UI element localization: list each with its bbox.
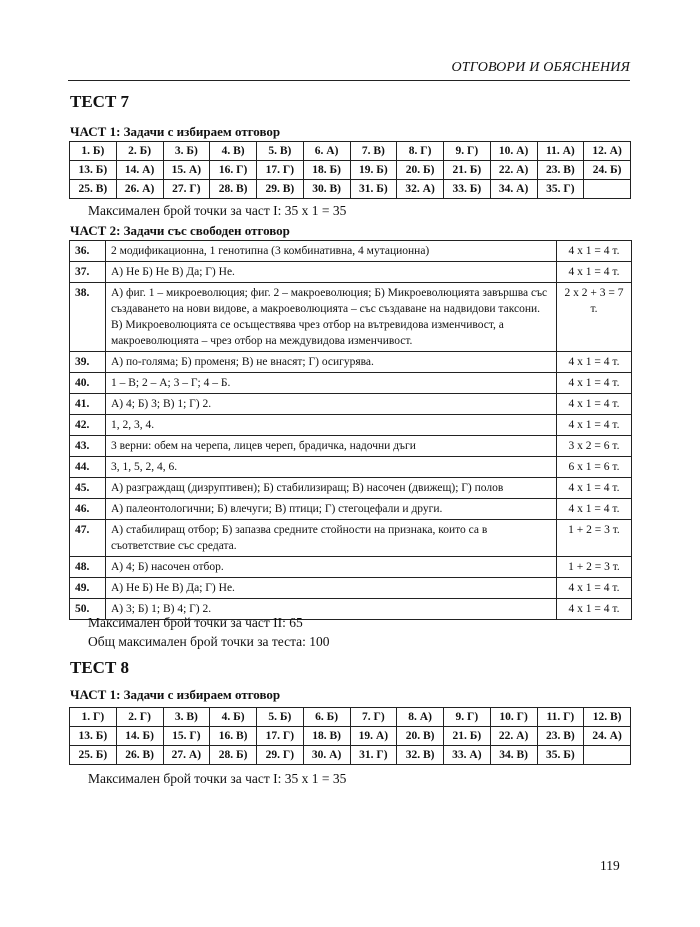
answer-cell: 30. В) bbox=[303, 180, 350, 199]
answer-row bbox=[70, 499, 632, 520]
answer-row bbox=[70, 557, 632, 578]
grid-row bbox=[70, 142, 631, 161]
page-number: 119 bbox=[600, 858, 620, 873]
test8-part1-heading: ЧАСТ 1: Задачи с избираем отговор bbox=[70, 687, 281, 702]
answer-text: А) палеонтологични; Б) влечуги; В) птици; Г) стегоцефали и други. bbox=[106, 499, 557, 520]
answer-cell: 12. А) bbox=[584, 142, 631, 161]
answer-cell: 25. Б) bbox=[70, 746, 117, 765]
answer-row bbox=[70, 436, 632, 457]
answer-cell: 2. Б) bbox=[116, 142, 163, 161]
question-number: 48. bbox=[70, 557, 106, 578]
answer-text: 1, 2, 3, 4. bbox=[106, 415, 557, 436]
answer-row bbox=[70, 415, 632, 436]
answer-cell: 2. Г) bbox=[116, 708, 163, 727]
answer-cell: 9. Г) bbox=[444, 708, 491, 727]
answer-cell: 29. Г) bbox=[257, 746, 304, 765]
answer-cell: 27. Г) bbox=[163, 180, 210, 199]
test7-part1-grid bbox=[69, 141, 631, 199]
answer-cell: 14. Б) bbox=[116, 727, 163, 746]
answer-cell: 17. Г) bbox=[257, 161, 304, 180]
points-cell: 4 x 1 = 4 т. bbox=[557, 262, 632, 283]
answer-cell: 35. Г) bbox=[537, 180, 584, 199]
answer-cell: 27. А) bbox=[163, 746, 210, 765]
answer-cell: 16. Г) bbox=[210, 161, 257, 180]
answer-text: А) 4; Б) 3; В) 1; Г) 2. bbox=[106, 394, 557, 415]
answer-cell: 7. Г) bbox=[350, 708, 397, 727]
answer-cell: 5. Б) bbox=[257, 708, 304, 727]
answer-cell: 24. Б) bbox=[584, 161, 631, 180]
answer-cell: 21. Б) bbox=[444, 727, 491, 746]
points-cell: 4 x 1 = 4 т. bbox=[557, 394, 632, 415]
running-header: ОТГОВОРИ И ОБЯСНЕНИЯ bbox=[451, 60, 630, 75]
test7-part1-heading: ЧАСТ 1: Задачи с избираем отговор bbox=[70, 124, 281, 139]
answer-cell: 11. А) bbox=[537, 142, 584, 161]
answer-cell: 8. А) bbox=[397, 708, 444, 727]
answer-cell: 1. Б) bbox=[70, 142, 117, 161]
points-cell: 4 x 1 = 4 т. bbox=[557, 352, 632, 373]
answer-cell: 15. Г) bbox=[163, 727, 210, 746]
answer-row bbox=[70, 373, 632, 394]
question-number: 49. bbox=[70, 578, 106, 599]
answer-cell: 19. А) bbox=[350, 727, 397, 746]
points-cell: 1 + 2 = 3 т. bbox=[557, 520, 632, 557]
answer-cell: 19. Б) bbox=[350, 161, 397, 180]
question-number: 45. bbox=[70, 478, 106, 499]
test7-part2-max-points: Максимален брой точки за част II: 65 bbox=[88, 615, 303, 630]
answer-cell: 29. В) bbox=[257, 180, 304, 199]
question-number: 36. bbox=[70, 241, 106, 262]
answer-row bbox=[70, 241, 632, 262]
answer-cell: 13. Б) bbox=[70, 727, 117, 746]
answer-text: А) 4; Б) насочен отбор. bbox=[106, 557, 557, 578]
points-cell: 4 x 1 = 4 т. bbox=[557, 499, 632, 520]
question-number: 47. bbox=[70, 520, 106, 557]
question-number: 38. bbox=[70, 283, 106, 352]
answer-row bbox=[70, 262, 632, 283]
question-number: 39. bbox=[70, 352, 106, 373]
answer-cell: 3. Б) bbox=[163, 142, 210, 161]
answer-row bbox=[70, 283, 632, 352]
answer-cell: 28. Б) bbox=[210, 746, 257, 765]
answer-cell: 26. А) bbox=[116, 180, 163, 199]
question-number: 46. bbox=[70, 499, 106, 520]
points-cell: 4 x 1 = 4 т. bbox=[557, 478, 632, 499]
answer-text: А) 3; Б) 1; В) 4; Г) 2. bbox=[106, 599, 557, 620]
answer-cell: 23. В) bbox=[537, 727, 584, 746]
answer-cell: 34. В) bbox=[490, 746, 537, 765]
question-number: 44. bbox=[70, 457, 106, 478]
answer-row bbox=[70, 520, 632, 557]
answer-text: А) фиг. 1 – микроеволюция; фиг. 2 – макроеволюция; Б) Микроеволюцията завършва със създаването на нови видове, а макроеволюцията – със създаване на надвидови таксони. В) Микроеволюцията се осъществява чрез отбор на вътревидова изменчивост, а макроеволюцията – чрез отбор на междувидова изменчивост. bbox=[106, 283, 557, 352]
answer-cell: 8. Г) bbox=[397, 142, 444, 161]
answer-cell: 28. В) bbox=[210, 180, 257, 199]
answer-cell: 10. Г) bbox=[490, 708, 537, 727]
answer-cell bbox=[584, 180, 631, 199]
answer-cell: 23. В) bbox=[537, 161, 584, 180]
answer-row bbox=[70, 478, 632, 499]
answer-text: А) по-голяма; Б) променя; В) не внасят; Г) осигурява. bbox=[106, 352, 557, 373]
test7-part2-heading: ЧАСТ 2: Задачи със свободен отговор bbox=[70, 223, 290, 238]
question-number: 50. bbox=[70, 599, 106, 620]
answer-cell: 3. В) bbox=[163, 708, 210, 727]
test8-part1-grid bbox=[69, 707, 631, 765]
grid-row bbox=[70, 180, 631, 199]
answer-cell: 6. Б) bbox=[303, 708, 350, 727]
answer-text: А) стабилиращ отбор; Б) запазва средните стойности на признака, които са в съответствие със средата. bbox=[106, 520, 557, 557]
answer-cell: 20. В) bbox=[397, 727, 444, 746]
points-cell: 2 x 2 + 3 = 7 т. bbox=[557, 283, 632, 352]
answer-row bbox=[70, 578, 632, 599]
answer-cell: 33. Б) bbox=[444, 180, 491, 199]
answer-cell: 10. А) bbox=[490, 142, 537, 161]
answer-cell: 32. В) bbox=[397, 746, 444, 765]
answer-cell: 17. Г) bbox=[257, 727, 304, 746]
answer-cell: 31. Г) bbox=[350, 746, 397, 765]
grid-row bbox=[70, 727, 631, 746]
answer-cell: 7. В) bbox=[350, 142, 397, 161]
answer-row bbox=[70, 394, 632, 415]
answer-cell: 20. Б) bbox=[397, 161, 444, 180]
answer-cell: 21. Б) bbox=[444, 161, 491, 180]
points-cell: 4 x 1 = 4 т. bbox=[557, 578, 632, 599]
test7-part1-max-points: Максимален брой точки за част I: 35 x 1 = 35 bbox=[88, 203, 347, 218]
answer-cell: 31. Б) bbox=[350, 180, 397, 199]
points-cell: 4 x 1 = 4 т. bbox=[557, 373, 632, 394]
answer-text: А) разграждащ (дизруптивен); Б) стабилизиращ; В) насочен (движещ); Г) полов bbox=[106, 478, 557, 499]
answer-cell: 25. В) bbox=[70, 180, 117, 199]
test7-total-points: Общ максимален брой точки за теста: 100 bbox=[88, 634, 330, 649]
header-rule bbox=[68, 80, 630, 81]
answer-cell: 35. Б) bbox=[537, 746, 584, 765]
points-cell: 1 + 2 = 3 т. bbox=[557, 557, 632, 578]
answer-cell: 33. А) bbox=[444, 746, 491, 765]
answer-cell: 12. В) bbox=[584, 708, 631, 727]
points-cell: 6 x 1 = 6 т. bbox=[557, 457, 632, 478]
test8-part1-max-points: Максимален брой точки за част I: 35 x 1 = 35 bbox=[88, 771, 347, 786]
answer-cell: 4. В) bbox=[210, 142, 257, 161]
answer-cell: 11. Г) bbox=[537, 708, 584, 727]
question-number: 37. bbox=[70, 262, 106, 283]
answer-cell: 15. А) bbox=[163, 161, 210, 180]
answer-cell: 30. А) bbox=[303, 746, 350, 765]
answer-cell: 16. В) bbox=[210, 727, 257, 746]
answer-cell: 13. Б) bbox=[70, 161, 117, 180]
answer-cell: 14. А) bbox=[116, 161, 163, 180]
answer-text: А) Не Б) Не В) Да; Г) Не. bbox=[106, 262, 557, 283]
question-number: 43. bbox=[70, 436, 106, 457]
answer-cell: 34. А) bbox=[490, 180, 537, 199]
answer-cell: 32. А) bbox=[397, 180, 444, 199]
answer-cell: 26. В) bbox=[116, 746, 163, 765]
points-cell: 4 x 1 = 4 т. bbox=[557, 599, 632, 620]
grid-row bbox=[70, 708, 631, 727]
answer-row bbox=[70, 457, 632, 478]
answer-cell: 9. Г) bbox=[444, 142, 491, 161]
answer-text: 3 верни: обем на черепа, лицев череп, брадичка, надочни дъги bbox=[106, 436, 557, 457]
answer-cell: 24. А) bbox=[584, 727, 631, 746]
points-cell: 3 x 2 = 6 т. bbox=[557, 436, 632, 457]
test7-part2-table bbox=[69, 240, 632, 620]
answer-cell: 22. А) bbox=[490, 161, 537, 180]
grid-row bbox=[70, 161, 631, 180]
answer-cell bbox=[584, 746, 631, 765]
answer-row bbox=[70, 352, 632, 373]
question-number: 40. bbox=[70, 373, 106, 394]
answer-cell: 5. В) bbox=[257, 142, 304, 161]
answer-cell: 6. А) bbox=[303, 142, 350, 161]
points-cell: 4 x 1 = 4 т. bbox=[557, 415, 632, 436]
answer-text: А) Не Б) Не В) Да; Г) Не. bbox=[106, 578, 557, 599]
answer-cell: 18. В) bbox=[303, 727, 350, 746]
points-cell: 4 x 1 = 4 т. bbox=[557, 241, 632, 262]
answer-cell: 4. Б) bbox=[210, 708, 257, 727]
test8-title: ТЕСТ 8 bbox=[70, 658, 130, 677]
grid-row bbox=[70, 746, 631, 765]
answer-text: 3, 1, 5, 2, 4, 6. bbox=[106, 457, 557, 478]
answer-cell: 22. А) bbox=[490, 727, 537, 746]
question-number: 41. bbox=[70, 394, 106, 415]
answer-text: 1 – В; 2 – А; 3 – Г; 4 – Б. bbox=[106, 373, 557, 394]
answer-text: 2 модификационна, 1 генотипна (3 комбинативна, 4 мутационна) bbox=[106, 241, 557, 262]
answer-cell: 1. Г) bbox=[70, 708, 117, 727]
question-number: 42. bbox=[70, 415, 106, 436]
answer-cell: 18. Б) bbox=[303, 161, 350, 180]
test7-title: ТЕСТ 7 bbox=[70, 92, 130, 111]
